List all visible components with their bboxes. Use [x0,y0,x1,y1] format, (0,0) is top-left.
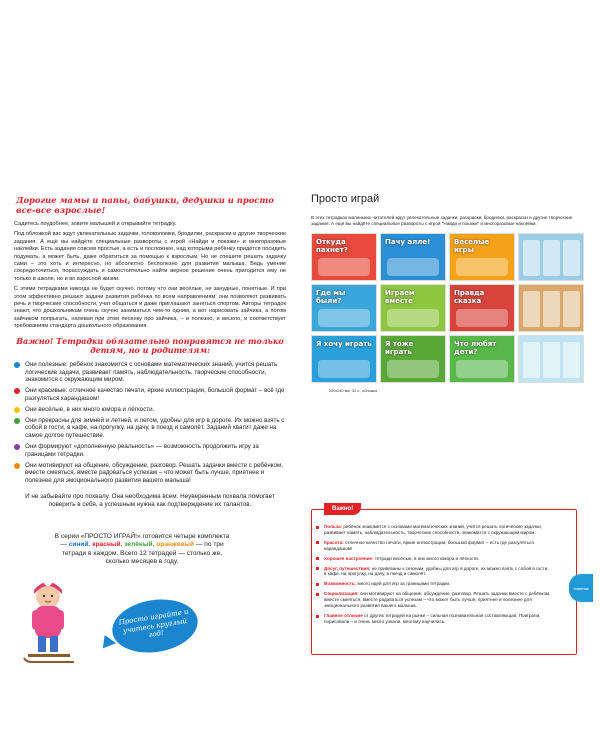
right-page [307,193,587,393]
bullet-dot-icon [14,407,20,413]
feature-label: Социализация: [324,591,360,597]
kid-on-sled-illustration [18,580,80,665]
feature-label: Возможность: [324,581,358,587]
feature-item [316,613,551,625]
series-note: В серии «ПРОСТО ИГРАЙ!» готовится четыре комплекта — синий, красный, зелёный, оранжевый — по три тетради в каждом. Всего 12 тетрадей — столько же, сколько месяцев в году. [54,533,230,566]
spread-panel [563,342,580,378]
feature-label: Досуг, путешествия: [324,565,372,571]
benefit-list [14,361,286,485]
book-cover-title: Что любят дети? [454,340,497,356]
benefit-item: Они формируют «дополненную реальность» — возможность продолжить игру за границами тетрадки. [14,443,286,459]
format-note: 200х240 мм, 32 с., обложка [329,389,378,393]
new-badge: новинка [569,574,593,602]
feature-label: Польза: [324,524,344,529]
book-cover-title: Откуда пахнет? [316,238,348,254]
feature-text: ребёнок знакомится с основами математических знаний, учится решать логические задачки, развивает память, наблюдательность, творческие способности, знакомится с окружающим миром. [324,524,542,535]
left-page [14,195,286,515]
bullet-square-icon [316,583,319,586]
benefit-item: Они красивые: отличное качество печати, яркие иллюстрации, большой формат – всё где разгуляться карандашом! [14,387,286,403]
book-cover [311,335,377,383]
book-cover [518,233,584,281]
book-cover [518,335,584,383]
cover-illustration [387,309,439,327]
cover-illustration [318,258,370,276]
feature-list [316,524,551,629]
bullet-square-icon [316,615,319,618]
bullet-square-icon [316,557,319,560]
benefit-item: Они полезные: ребёнок знакомится с основами математических знаний, учится решать логические задачи, развивает память, наблюдательность, творческие способности, знакомится с окружающим миром. [14,361,286,384]
spread-panel [563,291,580,327]
praise-paragraph: И не забывайте про похвалу. Она необходима всем. Неуверенным похвала помогает поверить в себя, а успешным нужна как подтверждение их талантов. [25,493,275,509]
feature-item [316,556,551,562]
right-title: Просто играй [311,193,380,205]
benefit-item: Они прекрасны для зимней и летней, и летом, удобны для игр в дороге. Их можно взять с собой в гости, в кафе, на прогулку, на дачу, в поезд и самолёт. Заданий хватит даже на самое долгое путешествие. [14,417,286,440]
cover-illustration [387,258,439,276]
feature-text: много идей для игр за границами тетрадки. [357,581,451,587]
cover-grid [311,233,585,385]
spread-panel [523,342,540,378]
feature-item [316,524,551,536]
feature-label: Красота: [324,539,346,545]
feature-label: Главное отличие [324,612,365,618]
spread-panel [543,240,560,276]
cover-illustration [456,360,508,378]
important-heading: Важно! Тетрадки обязательно понравятся не только детям, но и родителям: [16,335,284,356]
speech-bubble: Просто играйте и учитесь круглый год! [108,594,201,659]
bullet-dot-icon [14,463,20,469]
feature-text: от других тетрадей на рынке – сильная познавательная составляющая. Поиграли, порисовали – и очень много узнали, многому научились. [324,612,541,624]
intro-paragraph-3: С этими тетрадками никогда не будет скучно, потому что они весёлые, не занудные, понятные. И при этом эффективно решают задачи развития ребёнка по всем направлениям: они позволяют развивать речь и творческие способности, учат общаться и даже приглашают заняться спортом. Авторы тетрадок знают, что дошкольникам очень скучно заниматься чем-то одним, а вот нарисовать зайчика, а потом зайчиком попрыгать, напевая при этом песенку про зайчика, – и полезно, и весело, и соответствует требованиям стандарта дошкольного образования. [14,286,286,330]
cover-illustration [456,309,508,327]
cover-illustration [456,258,508,276]
book-cover [311,233,377,281]
bullet-square-icon [316,541,319,544]
series-color-orange: оранжевый [156,541,194,549]
series-color-red: красный [92,541,121,549]
bullet-square-icon [316,567,319,570]
book-cover [449,335,515,383]
book-cover [311,284,377,332]
feature-item [316,581,551,587]
book-cover [380,335,446,383]
feature-text: отличное качество печати, яркие иллюстрации, большой формат – есть где разгуляться карандашом! [324,539,534,551]
feature-item [316,566,551,578]
feature-text: не привязаны к сезонам, удобны для игр в дороге, их можно взять с собой в гости, в кафе, на прогулку, на дачу, в поезд и самолёт. [324,565,549,577]
book-cover-title: Я хочу играть [316,340,372,348]
feature-text: они мотивируют на общение, обсуждение, разговор. Решать задачки вместе с ребёнком, вместе смеяться, вместе радоваться успехам – что может быть лучше, приятнее и полезнее для эмоционального развития вашего малыша. [324,591,551,609]
book-cover [380,233,446,281]
bullet-dot-icon [14,418,20,424]
spread-panel [543,342,560,378]
spread-panel [523,240,540,276]
book-cover [449,284,515,332]
book-cover-title: Где мы были? [316,289,346,305]
book-cover-title: Правда сказка [454,289,485,305]
book-cover [380,284,446,332]
important-label: Важно! [324,503,361,515]
spread-panel [543,291,560,327]
book-cover-title: Я тоже играть [385,340,414,356]
bullet-dot-icon [14,444,20,450]
bullet-dot-icon [14,362,20,368]
series-color-blue: синий [68,541,89,549]
spread-panel [563,240,580,276]
book-cover [518,284,584,332]
bullet-square-icon [316,526,319,529]
cover-illustration [318,309,370,327]
book-cover [449,233,515,281]
greeting-heading: Дорогие мамы и папы, бабушки, дедушки и просто все-все взрослые! [16,195,274,215]
book-cover-title: Пачу алле! [385,238,431,246]
feature-item [316,540,551,552]
intro-paragraph-2: Под обложкой вас ждут увлекательные задачки, головоломки, бродилки, раскраски и другие творческие задания. А ещё вы найдёте специальные развороты с игрой «Найди и покажи» и многоразовые наклейки. Есть задания совсем простые, а есть и посложнее, над которыми ребёнку придётся посидеть подумать, а может быть, даже обратиться за помощью к взрослым. Но не спешите решать задачку сами – это хоть и интересно, но абсолютно бесполезно для развития малыша. Ведь умение сосредоточиться, порассуждать и самостоятельно найти верное решение очень пригодится ему не только в школе, но и во взрослой жизни. [14,231,286,282]
feature-text: тетради весёлые, в них много юмора и лёгкости. [374,555,480,561]
spread-panel [523,291,540,327]
feature-label: Хорошее настроение: [324,555,375,561]
benefit-item: Они мотивируют на общение, обсуждение, разговор. Решать задачки вместе с ребёнком, вместе смеяться, вместе радоваться успехам – что может быть лучше, приятнее и полезнее для эмоционального развития вашего малыша! [14,462,286,485]
bullet-square-icon [316,593,319,596]
intro-paragraph-1: Садитесь поудобнее, зовите малышей и открывайте тетрадку. [14,221,177,227]
bullet-dot-icon [14,388,20,394]
benefit-item: Они весёлые, в них много юмора и лёгкости. [14,406,286,414]
cover-illustration [318,360,370,378]
book-cover-title: Веселые игры [454,238,490,254]
book-cover-title: Играем вместе [385,289,415,305]
series-color-green: зелёный [124,541,153,549]
cover-illustration [387,360,439,378]
right-intro: В этих тетрадках маленьких читателей ждут увлекательные задачки, раскраски, бродилки, раскраски и другие творческие задания. А ещё вы найдёте специальные развороты с игрой "Найди и покажи" и многоразовые наклейки. [311,215,573,226]
feature-item [316,591,551,609]
